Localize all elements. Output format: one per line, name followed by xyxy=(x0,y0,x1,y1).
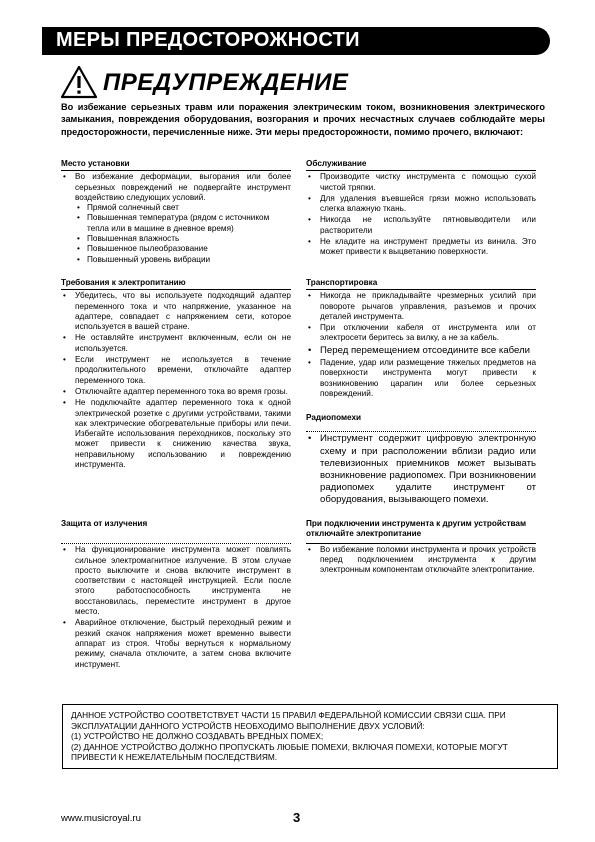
list-item: • Отключайте адаптер переменного тока во время грозы. xyxy=(61,387,291,397)
list-item: • Перед перемещением отсоедините все кабели xyxy=(306,345,536,357)
list-item: • Если инструмент не используется в течение продолжительного времени, отключайте адаптер переменного тока. xyxy=(61,355,291,386)
notice-line: (2) ДАННОЕ УСТРОЙСТВО ДОЛЖНО ПРОПУСКАТЬ ЛЮБЫЕ ПОМЕХИ, ВКЛЮЧАЯ ПОМЕХИ, КОТОРЫЕ МОГУТ ПРИВЕСТИ К НЕЖЕЛАТЕЛЬНЫМ ПОСЛЕДСТВИЯМ. xyxy=(71,741,508,763)
footer-url: www.musicroyal.ru xyxy=(61,813,141,824)
page-number: 3 xyxy=(293,810,301,825)
list-item: • Производите чистку инструмента с помощью сухой чистой тряпки. xyxy=(306,172,536,193)
list-item: • Никогда не прикладывайте чрезмерных усилий при повороте рычагов управления, разъемов и прочих деталей инструмента. xyxy=(306,291,536,322)
notice-line: ДАННОЕ УСТРОЙСТВО СООТВЕТСТВУЕТ ЧАСТИ 15 ПРАВИЛ ФЕДЕРАЛЬНОЙ КОМИССИИ СВЯЗИ США. ПРИ ЭКСПЛУАТАЦИИ ДАННОГО УСТРОЙСТВ НЕОБХОДИМО ВЫПОЛНЕНИЕ ДВУХ УСЛОВИЙ: xyxy=(71,710,506,731)
list-item: • Не кладите на инструмент предметы из винила. Это может привести к выцветанию поверхности. xyxy=(306,237,536,258)
warning-intro: Во избежание серьезных травм или поражения электрическим током, возникновения электрического замыкания, повреждения оборудования, возгорания и прочих несчастных случаев соблюдайте меры предосторожности, перечисленные ниже. Эти меры предосторожности, помимо прочего, включают: xyxy=(61,102,545,137)
section-title: Требования к электропитанию xyxy=(61,278,291,290)
list-item: • Падение, удар или размещение тяжелых предметов на поверхности инструмента могут привести к возникновению царапин или более серьезных повреждений. xyxy=(306,358,536,399)
sub-list-item: • Повышенный уровень вибрации xyxy=(75,255,291,265)
list-item: • При отключении кабеля от инструмента или от электросети беритесь за вилку, а не за кабель. xyxy=(306,323,536,344)
section-transport xyxy=(306,278,536,400)
sub-list-item: • Повышенная влажность xyxy=(75,234,291,244)
list-item: • Убедитесь, что вы используете подходящий адаптер переменного тока и что напряжение, указанное на адаптере, совпадает с напряжением сети, которое используется в вашей стране. xyxy=(61,291,291,332)
sub-list-item: • Повышенное пылеобразование xyxy=(75,244,291,254)
section-title: Радиопомехи xyxy=(306,413,536,432)
section-service xyxy=(306,159,536,259)
section-title: Защита от излучения xyxy=(61,519,291,544)
list-item: • Во избежание поломки инструмента и прочих устройств перед подключением инструмента к другим электронным компонентам отключайте электропитание. xyxy=(306,545,536,576)
section-title: При подключении инструмента к другим устройствам отключайте электропитание xyxy=(306,519,536,544)
section-placement xyxy=(61,159,291,266)
list-item: • Не оставляйте инструмент включенным, если он не используется. xyxy=(61,333,291,354)
section-radiation xyxy=(61,519,291,671)
sub-list-item: • Повышенная температура (рядом с источником тепла или в машине в дневное время) xyxy=(75,213,291,234)
list-item: • Никогда не используйте пятновыводители или растворители xyxy=(306,215,536,236)
page-title-bar xyxy=(42,27,550,55)
list-item: • Во избежание деформации, выгорания или более серьезных повреждений не подвергайте инструмент воздействию следующих условий. • Прямой солнечный свет • Повышенная температура (рядом с источником тепла или в машине в дневное время) • Повышенная влажность • Повышенное пылеобразование • Повышенный уровень вибрации xyxy=(61,172,291,265)
warning-triangle-icon xyxy=(60,65,98,99)
section-title: Транспортировка xyxy=(306,278,536,290)
list-item: • Не подключайте адаптер переменного тока к одной электрической розетке с другими устройствами, такими как электрические обогревательные приборы или печи. Избегайте использования переходников, поскольку это может привести к снижению качества звука, неправильному использованию и повреждению инструмента. xyxy=(61,398,291,470)
page-title: МЕРЫ ПРЕДОСТОРОЖНОСТИ xyxy=(56,29,360,51)
sub-list-item: • Прямой солнечный свет xyxy=(75,203,291,213)
notice-line: (1) УСТРОЙСТВО НЕ ДОЛЖНО СОЗДАВАТЬ ВРЕДНЫХ ПОМЕХ; xyxy=(71,731,324,742)
section-radio xyxy=(306,413,536,508)
section-title: Обслуживание xyxy=(306,159,536,171)
list-item: • На функционирование инструмента может повлиять сильное электромагнитное излучение. В этом случае просто выключите и снова включите инструмент в соответствии с настоящей инструкцией. Если после этого работоспособность инструмента не восстановилась, переместите инструмент в другое место. xyxy=(61,545,291,617)
list-item: • Аварийное отключение, быстрый переходный режим и резкий скачок напряжения может временно вывести аппарат из строя. Чтобы вернуться к нормальному режиму, сначала отключите, а затем снова включите инструмент. xyxy=(61,618,291,669)
list-item: • Для удаления въевшейся грязи можно использовать слегка влажную ткань. xyxy=(306,194,536,215)
section-connect xyxy=(306,519,536,576)
section-power xyxy=(61,278,291,471)
list-item: • Инструмент содержит цифровую электронную схему и при расположении вблизи радио или телевизионных приемников может вызывать возникновение радиопомех. При возникновении радиопомех удалите инструмент от оборудования, вызывающего помехи. xyxy=(306,433,536,506)
warning-title: ПРЕДУПРЕЖДЕНИЕ xyxy=(103,69,349,96)
section-title: Место установки xyxy=(61,159,291,171)
fcc-notice xyxy=(62,704,558,769)
